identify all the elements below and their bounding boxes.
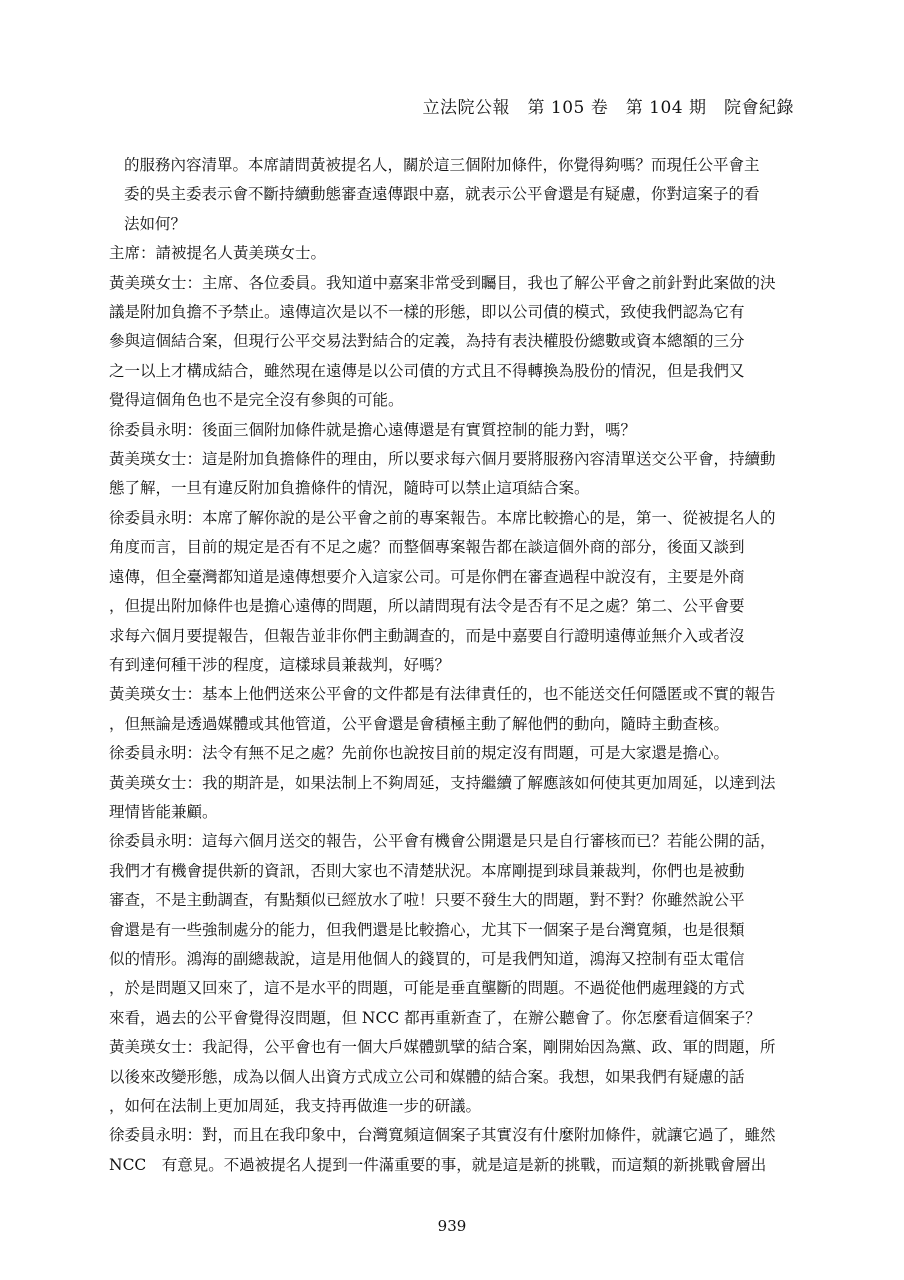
- text-line: ，如何在法制上更加周延，我支持再做進一步的研議。: [109, 1097, 482, 1115]
- text-line: 態了解，一旦有違反附加負擔條件的情況，隨時可以禁止這項結合案。: [109, 479, 590, 498]
- text-line: 徐委員永明：法令有無不足之處？先前你也說按目前的規定沒有問題，可是大家還是擔心。: [109, 744, 730, 763]
- text-line: 徐委員永明：這每六個月送交的報告，公平會有機會公開還是只是自行審核而已？若能公開的話，: [109, 832, 776, 851]
- speaker-paragraph: [109, 1121, 795, 1180]
- continued-paragraph: [109, 151, 795, 239]
- text-line: 議是附加負擔不予禁止。遠傳這次是以不一樣的形態，即以公司債的模式，致使我們認為它有: [109, 303, 745, 322]
- transcript-body: [109, 151, 795, 1180]
- text-line: ，但無論是透過媒體或其他管道，公平會還是會積極主動了解他們的動向，隨時主動查核。: [109, 714, 730, 733]
- speaker-paragraph: [109, 739, 795, 768]
- text-line: 徐委員永明：後面三個附加條件就是擔心遠傳還是有實質控制的能力對，嗎？: [109, 420, 637, 439]
- text-line: 似的情形。鴻海的副總裁說，這是用他個人的錢買的，可是我們知道，鴻海又控制有亞太電信: [109, 949, 745, 968]
- text-line: 黃美瑛女士：這是附加負擔條件的理由，所以要求每六個月要將服務內容清單送交公平會，持續動: [109, 450, 776, 469]
- text-line: 以後來改變形態，成為以個人出資方式成立公司和媒體的結合案。我想，如果我們有疑慮的話: [109, 1067, 745, 1086]
- text-line: 徐委員永明：對，而且在我印象中，台灣寬頻這個案子其實沒有什麼附加條件，就讓它過了，雖然: [109, 1126, 776, 1145]
- text-line: 理情皆能兼顧。: [109, 802, 218, 821]
- text-line: 角度而言，目前的規定是否有不足之處？而整個專案報告都在談這個外商的部分，後面又談到: [109, 538, 745, 557]
- speaker-paragraph: [109, 1033, 795, 1121]
- text-line: 求每六個月要提報告，但報告並非你們主動調查的，而是中嘉要自行證明遠傳並無介入或者沒: [109, 626, 745, 645]
- text-line: ，但提出附加條件也是擔心遠傳的問題，所以請問現有法令是否有不足之處？第二、公平會要: [109, 597, 745, 616]
- page-number: 939: [437, 1217, 467, 1235]
- text-line: 我們才有機會提供新的資訊，否則大家也不清楚狀況。本席剛提到球員兼裁判，你們也是被動: [109, 861, 745, 880]
- text-line: ，於是問題又回來了，這不是水平的問題，可能是垂直壟斷的問題。不過從他們處理錢的方式: [109, 979, 745, 998]
- text-line: 有到達何種干涉的程度，這樣球員兼裁判，好嗎？: [109, 655, 451, 674]
- speaker-paragraph: [109, 239, 795, 268]
- text-line: 黃美瑛女士：主席、各位委員。我知道中嘉案非常受到矚目，我也了解公平會之前針對此案做的決: [109, 273, 776, 292]
- text-line: 黃美瑛女士：我記得，公平會也有一個大戶媒體凱擘的結合案，剛開始因為黨、政、軍的問題，所: [109, 1038, 776, 1057]
- page-header: 立法院公報 第 105 卷 第 104 期 院會紀錄: [422, 98, 794, 118]
- speaker-paragraph: [109, 827, 795, 1033]
- text-line: 委的吳主委表示會不斷持續動態審查遠傳跟中嘉，就表示公平會還是有疑慮，你對這案子的看: [124, 185, 760, 204]
- speaker-paragraph: [109, 504, 795, 680]
- text-line: 的服務內容清單。本席請問黃被提名人，關於這三個附加條件，你覺得夠嗎？而現任公平會主: [124, 156, 760, 174]
- speaker-paragraph: [109, 269, 795, 416]
- text-line: 主席：請被提名人黃美瑛女士。: [109, 244, 327, 263]
- text-line: 來看，過去的公平會覺得沒問題，但 NCC 都再重新查了，在辦公聽會了。你怎麼看這個案子？: [109, 1008, 761, 1027]
- text-line: 遠傳，但全臺灣都知道是遠傳想要介入這家公司。可是你們在審查過程中說沒有，主要是外商: [109, 567, 745, 586]
- text-line: 法如何？: [124, 214, 187, 233]
- text-line: 參與這個結合案，但現行公平交易法對結合的定義，為持有表決權股份總數或資本總額的三分: [109, 332, 745, 351]
- text-line: 會還是有一些強制處分的能力，但我們還是比較擔心，尤其下一個案子是台灣寬頻，也是很類: [109, 920, 745, 939]
- text-line: 之一以上才構成結合，雖然現在遠傳是以公司債的方式且不得轉換為股份的情況，但是我們又: [109, 361, 745, 380]
- speaker-paragraph: [109, 445, 795, 504]
- speaker-paragraph: [109, 416, 795, 445]
- text-line: 黃美瑛女士：基本上他們送來公平會的文件都是有法律責任的，也不能送交任何隱匿或不實的報告: [109, 685, 776, 704]
- text-line: NCC 有意見。不過被提名人提到一件滿重要的事，就是這是新的挑戰，而這類的新挑戰會層出: [109, 1155, 767, 1174]
- text-line: 黃美瑛女士：我的期許是，如果法制上不夠周延，支持繼續了解應該如何使其更加周延，以達到法: [109, 773, 776, 792]
- text-line: 覺得這個角色也不是完全沒有參與的可能。: [109, 391, 404, 410]
- text-line: 審查，不是主動調查，有點類似已經放水了啦！只要不發生大的問題，對不對？你雖然說公平: [109, 891, 745, 910]
- text-line: 徐委員永明：本席了解你說的是公平會之前的專案報告。本席比較擔心的是，第一、從被提名人的: [109, 508, 776, 527]
- speaker-paragraph: [109, 769, 795, 828]
- speaker-paragraph: [109, 680, 795, 739]
